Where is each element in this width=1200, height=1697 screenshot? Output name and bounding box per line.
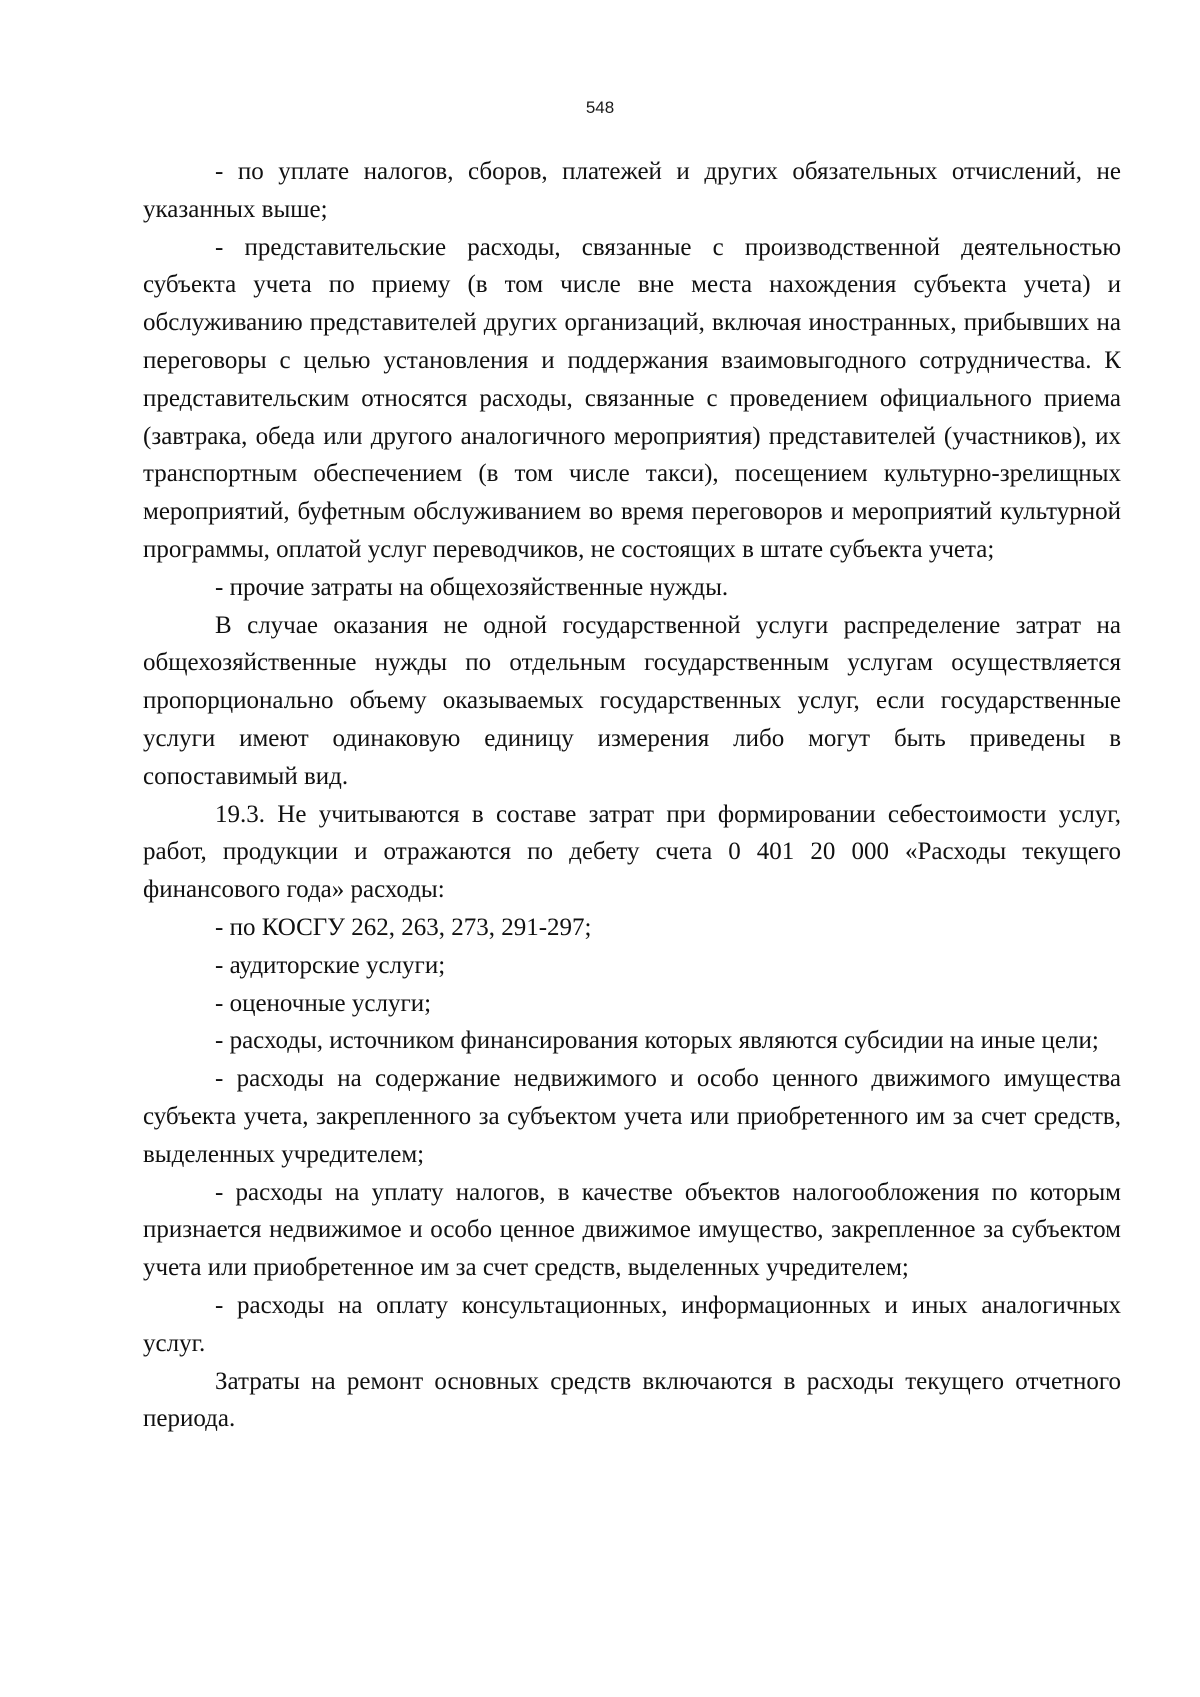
- paragraph: 19.3. Не учитываются в составе затрат при формировании себестоимости услуг, работ, продукции и отражаются по дебету счета 0 401 20 000 «Расходы текущего финансового года» расходы:: [143, 800, 1121, 904]
- paragraph: - по уплате налогов, сборов, платежей и других обязательных отчислений, не указанных выше;: [143, 158, 1121, 223]
- paragraph: - аудиторские услуги;: [215, 951, 446, 979]
- paragraph: - по КОСГУ 262, 263, 273, 291-297;: [215, 913, 592, 941]
- paragraph: - оценочные услуги;: [215, 989, 432, 1017]
- page-number: 548: [585, 98, 615, 117]
- paragraph: - расходы на содержание недвижимого и особо ценного движимого имущества субъекта учета, закрепленного за субъектом учета или приобретенного им за счет средств, выделенных учредителем;: [143, 1065, 1121, 1168]
- paragraph: Затраты на ремонт основных средств включаются в расходы текущего отчетного периода.: [143, 1367, 1121, 1433]
- paragraph: - расходы на оплату консультационных, информационных и иных аналогичных услуг.: [143, 1291, 1121, 1357]
- paragraph: В случае оказания не одной государственной услуги распределение затрат на общехозяйственные нужды по отдельным государственным услугам осуществляется пропорционально объему оказываемых государственных услуг, если государственные услуги имеют одинаковую единицу измерения либо могут быть приведены в сопоставимый вид.: [143, 611, 1121, 790]
- paragraph: - представительские расходы, связанные с производственной деятельностью субъекта учета по приему (в том числе вне места нахождения субъекта учета) и обслуживанию представителей других организаций, включая иностранных, прибывших на переговоры с целью установления и поддержания взаимовыгодного сотрудничества. К представительским относятся расходы, связанные с проведением официального приема (завтрака, обеда или другого аналогичного мероприятия) представителей (участников), их транспортным обеспечением (в том числе такси), посещением культурно-зрелищных мероприятий, буфетным обслуживанием во время переговоров и мероприятий культурной программы, оплатой услуг переводчиков, не состоящих в штате субъекта учета;: [143, 233, 1121, 563]
- paragraph: - расходы, источником финансирования которых являются субсидии на иные цели;: [215, 1027, 1099, 1055]
- paragraph: - расходы на уплату налогов, в качестве объектов налогообложения по которым признается недвижимое и особо ценное движимое имущество, закрепленное за субъектом учета или приобретенное им за счет средств, выделенных учредителем;: [143, 1178, 1121, 1282]
- body-text: [143, 153, 1121, 1438]
- paragraph: - прочие затраты на общехозяйственные нужды.: [215, 573, 729, 601]
